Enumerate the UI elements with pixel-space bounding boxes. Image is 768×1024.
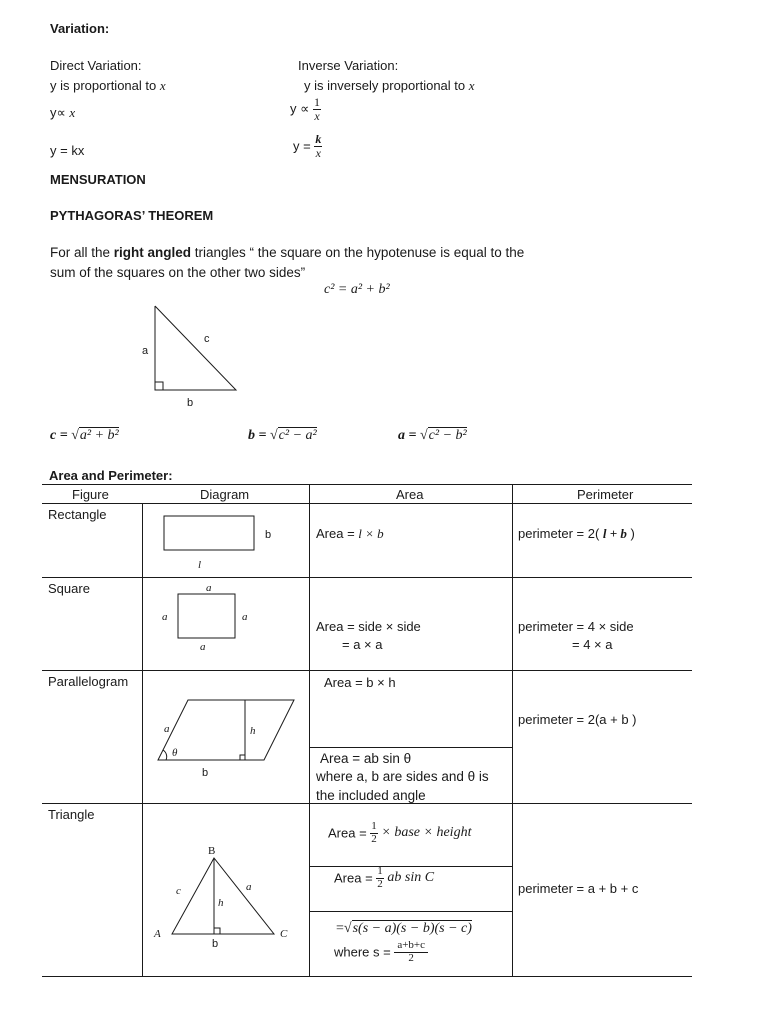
triangle-area-2 <box>334 866 434 890</box>
table-col-rule-1 <box>142 503 143 977</box>
table-rule-header <box>42 503 692 504</box>
table-rule-bottom <box>42 976 692 977</box>
triangle-outline <box>155 306 236 390</box>
formula-c <box>50 428 119 444</box>
header-figure: Figure <box>72 487 109 502</box>
inverse-proportion <box>290 96 321 122</box>
triangle-heron-formula <box>336 921 472 937</box>
sqrt-sign-icon: √ <box>419 428 428 443</box>
square-shape <box>178 594 235 638</box>
triangle-area-divider-2 <box>309 911 512 912</box>
rectangle-perimeter <box>518 526 635 542</box>
triangle-diagram <box>148 838 306 950</box>
variation-heading: Variation: <box>50 21 110 36</box>
inverse-eq-num: k <box>315 132 322 146</box>
inverse-equation <box>293 133 322 159</box>
triangle-vertex-B: B <box>208 845 216 857</box>
square-label-right: a <box>242 611 248 623</box>
parallelogram-perimeter: perimeter = 2(a + b ) <box>518 712 637 727</box>
triangle-side-a: a <box>246 881 252 893</box>
tri-area-1-post: × base × height <box>381 825 472 841</box>
rectangle-shape <box>164 516 254 550</box>
pythagoras-statement-line-2: sum of the squares on the other two sides” <box>50 265 306 280</box>
table-col-rule-2 <box>309 484 310 977</box>
tri-area-1-fraction <box>370 821 378 845</box>
sqrt-sign-icon: √ <box>343 921 352 936</box>
inverse-variation-desc <box>304 78 475 94</box>
s-den: 2 <box>408 951 414 964</box>
angle-arc-icon <box>163 750 167 760</box>
figure-parallelogram: Parallelogram <box>48 674 129 689</box>
pythagoras-formula: c² = a² + b² <box>324 282 390 297</box>
square-perimeter-line-2: = 4 × a <box>572 637 613 652</box>
inverse-prop-lhs: y ∝ <box>290 101 310 117</box>
tri-area-1-num: 1 <box>371 820 377 832</box>
triangle-semi-perimeter <box>334 940 428 964</box>
heron-pre: = <box>336 921 344 936</box>
pythagoras-statement-line-1 <box>50 245 524 260</box>
tri-area-2-pre: Area = <box>334 870 377 886</box>
triangle-label-a: a <box>142 345 149 357</box>
table-rule-row-3 <box>42 803 692 804</box>
formula-a-radicand: c² − b² <box>428 428 467 443</box>
rectangle-diagram <box>150 508 300 574</box>
table-col-rule-3 <box>512 484 513 977</box>
parallelogram-diagram <box>150 690 305 785</box>
formula-b <box>248 428 317 444</box>
tri-area-1-pre: Area = <box>328 825 371 841</box>
square-label-bottom: a <box>200 641 206 653</box>
inverse-eq-fraction <box>314 133 322 159</box>
formula-a-lhs: a = <box>398 428 420 443</box>
header-area: Area <box>396 487 424 502</box>
inverse-variation-title: Inverse Variation: <box>298 58 399 73</box>
square-label-top: a <box>206 582 212 594</box>
inverse-desc-var: x <box>468 78 475 93</box>
parallelogram-label-b: b <box>202 767 209 779</box>
square-area-line-2: = a × a <box>342 637 383 652</box>
rectangle-perim-expr: l + b <box>602 526 627 541</box>
inverse-prop-num: 1 <box>314 95 321 109</box>
rectangle-label-l: l <box>198 559 202 571</box>
rectangle-area <box>316 526 384 542</box>
figure-triangle: Triangle <box>48 807 95 822</box>
parallelogram-area-4: the included angle <box>316 788 426 803</box>
inverse-prop-den: x <box>314 108 320 123</box>
rectangle-perim-post: ) <box>626 526 635 541</box>
direct-proportion <box>50 105 75 121</box>
parallelogram-area-1: Area = b × h <box>324 675 396 690</box>
tri-area-2-post: ab sin C <box>387 870 435 886</box>
direct-desc-var: x <box>159 78 166 93</box>
tri-area-2-den: 2 <box>377 877 383 890</box>
right-triangle-diagram <box>130 300 250 415</box>
direct-variation-desc <box>50 78 166 94</box>
parallelogram-label-a: a <box>164 723 170 735</box>
triangle-vertex-A: A <box>154 928 161 940</box>
direct-prop-lhs: y∝ <box>50 105 70 120</box>
direct-desc-text: y is proportional to <box>50 78 160 93</box>
formula-b-radicand: c² − a² <box>278 428 317 443</box>
rectangle-perim-pre: perimeter = 2( <box>518 526 603 541</box>
inverse-eq-lhs: y = <box>293 138 311 154</box>
square-diagram <box>150 580 300 668</box>
stmt-part-1: For all the <box>50 245 114 260</box>
header-diagram: Diagram <box>200 487 250 502</box>
rectangle-area-expr: l × b <box>358 526 384 541</box>
triangle-shape <box>172 858 274 934</box>
triangle-area-1 <box>328 821 471 845</box>
parallelogram-label-theta: θ <box>172 747 178 759</box>
table-rule-row-2 <box>42 670 692 671</box>
direct-prop-rhs: x <box>69 105 76 120</box>
triangle-height-h: h <box>218 897 224 909</box>
parallelogram-shape <box>158 700 294 760</box>
direct-equation: y = kx <box>50 143 85 158</box>
formula-c-lhs: c = <box>50 428 72 443</box>
parallelogram-label-h: h <box>250 725 256 737</box>
tri-area-2-num: 1 <box>377 865 383 877</box>
rectangle-label-b: b <box>265 529 272 541</box>
triangle-side-c: c <box>176 885 181 897</box>
triangle-vertex-C: C <box>280 928 288 940</box>
parallelogram-area-divider <box>309 747 512 748</box>
formula-a <box>398 428 467 444</box>
table-rule-row-1 <box>42 577 692 578</box>
formula-b-lhs: b = <box>248 428 270 443</box>
parallelogram-area-3: where a, b are sides and θ is <box>316 769 489 784</box>
stmt-right-angled: right angled <box>113 245 192 260</box>
parallelogram-area-2: Area = ab sin θ <box>320 751 412 766</box>
header-perimeter: Perimeter <box>577 487 634 502</box>
right-angle-marker <box>155 382 163 390</box>
sqrt-sign-icon: √ <box>71 428 79 443</box>
where-s-text: where s = <box>334 944 395 960</box>
direct-variation-title: Direct Variation: <box>50 58 142 73</box>
s-num: a+b+c <box>394 940 428 953</box>
tri-area-2-fraction <box>376 866 384 890</box>
formula-c-radicand: a² + b² <box>79 428 119 443</box>
figure-rectangle: Rectangle <box>48 507 107 522</box>
sqrt-sign-icon: √ <box>269 428 278 443</box>
triangle-label-b: b <box>187 397 194 409</box>
tri-area-1-den: 2 <box>371 832 377 845</box>
figure-square: Square <box>48 581 90 596</box>
s-fraction <box>394 940 428 964</box>
table-rule-top <box>42 484 692 485</box>
parallelogram-right-angle-marker <box>240 755 245 760</box>
inverse-desc-text: y is inversely proportional to <box>304 78 469 93</box>
square-label-left: a <box>162 611 168 623</box>
rectangle-area-pre: Area = <box>316 526 359 541</box>
triangle-label-c: c <box>204 333 210 345</box>
triangle-side-b: b <box>212 938 219 950</box>
mensuration-heading: MENSURATION <box>50 172 146 187</box>
inverse-prop-fraction <box>313 96 321 122</box>
stmt-part-3: triangles “ the square on the hypotenuse is equal to the <box>191 245 525 260</box>
heron-radicand: s(s − a)(s − b)(s − c) <box>352 921 472 936</box>
square-perimeter-line-1: perimeter = 4 × side <box>518 619 634 634</box>
area-perimeter-heading: Area and Perimeter: <box>49 468 173 483</box>
inverse-eq-den: x <box>315 145 321 160</box>
triangle-perimeter: perimeter = a + b + c <box>518 881 639 896</box>
triangle-right-angle-marker <box>214 928 220 934</box>
square-area-line-1: Area = side × side <box>316 619 421 634</box>
pythagoras-heading: PYTHAGORAS’ THEOREM <box>50 208 214 223</box>
